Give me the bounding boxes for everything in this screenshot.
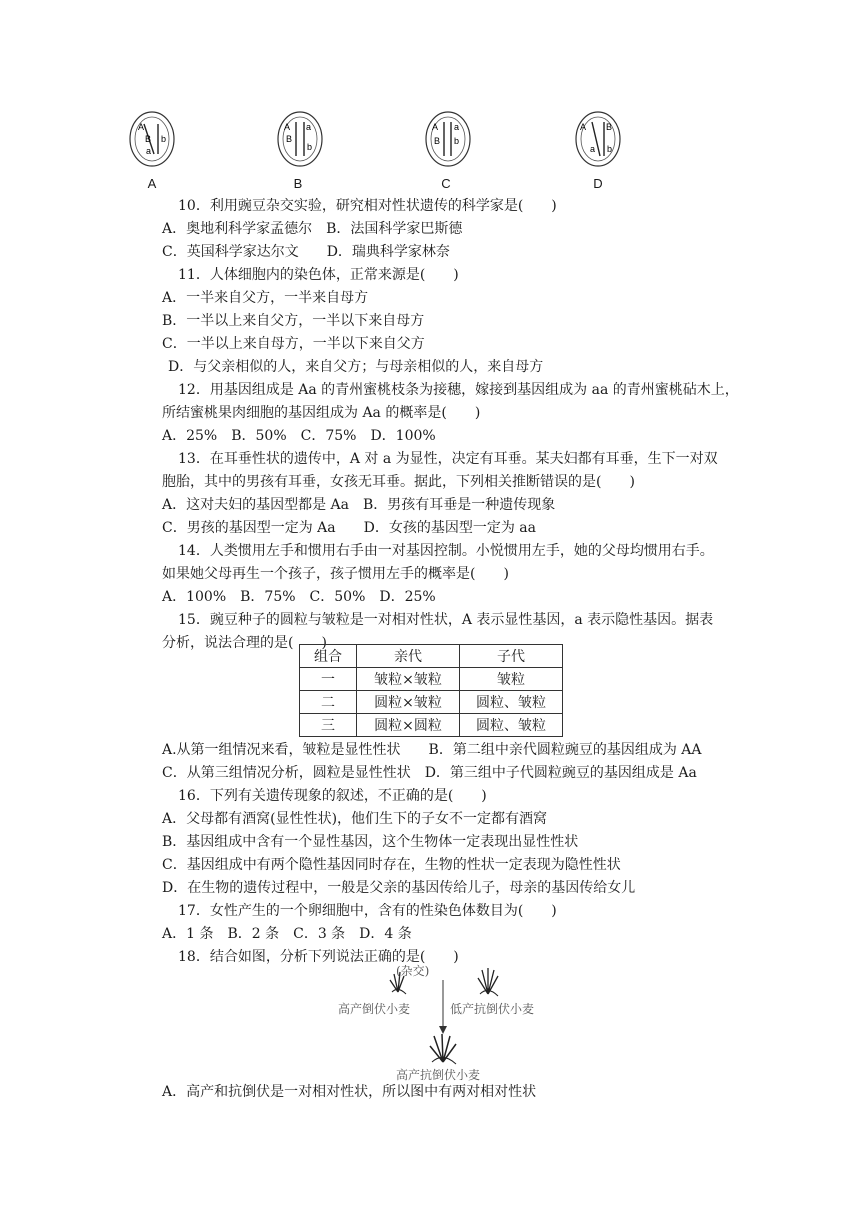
q15-options-2: C．从第三组情况分析，圆粒是显性性状 D．第三组中子代圆粒豌豆的基因组成是 Aa (162, 765, 697, 781)
svg-text:B: B (286, 134, 293, 144)
q15-options-1: A.从第一组情况来看，皱粒是显性性状 B．第二组中亲代圆粒豌豆的基因组成为 AA (162, 742, 702, 758)
q14-stem-2: 如果她父母再生一个孩子，孩子惯用左手的概率是( ) (162, 566, 509, 582)
q11-option-a: A．一半来自父方，一半来自母方 (162, 290, 369, 306)
table-header-cell: 亲代 (357, 645, 460, 668)
svg-text:A: A (432, 122, 439, 132)
q18-option-a: A．高产和抗倒伏是一对相对性状，所以图中有两对相对性状 (162, 1084, 537, 1100)
q16-option-d: D．在生物的遗传过程中，一般是父亲的基因传给儿子，母亲的基因传给女儿 (162, 880, 636, 896)
q14-stem-1: 14．人类惯用左手和惯用右手由一对基因控制。小悦惯用左手，她的父母均惯用右手。 (178, 543, 714, 559)
svg-text:b: b (161, 134, 167, 144)
svg-text:a: a (146, 146, 152, 156)
q15-stem-2: 分析，说法合理的是( ) (162, 635, 327, 651)
q15-stem-1: 15．豌豆种子的圆粒与皱粒是一对相对性状，A 表示显性基因，a 表示隐性基因。据表 (178, 612, 714, 628)
svg-text:a: a (306, 122, 312, 132)
table-cell: 皱粒×皱粒 (357, 668, 460, 691)
q12-stem-2: 所结蜜桃果肉细胞的基因组成为 Aa 的概率是( ) (162, 405, 481, 421)
cell-diagram-b (276, 110, 324, 168)
svg-text:B: B (145, 134, 152, 144)
cell-label-c: C (441, 176, 451, 191)
table-header-cell: 组合 (300, 645, 357, 668)
wheat-plant-icon (478, 968, 498, 996)
table-cell: 圆粒×皱粒 (357, 691, 460, 714)
table-cell: 圆粒×圆粒 (357, 714, 460, 737)
q16-stem: 16．下列有关遗传现象的叙述，不正确的是( ) (178, 788, 487, 804)
svg-text:B: B (434, 136, 441, 146)
q11-option-b: B．一半以上来自父方，一半以下来自母方 (162, 313, 425, 329)
cell-label-a: A (147, 176, 157, 191)
svg-text:b: b (607, 144, 613, 154)
cell-diagram-a (128, 110, 176, 168)
cross-label: (杂交) (396, 964, 430, 978)
parent-1-label: 高产倒伏小麦 (338, 1002, 411, 1016)
table-row (300, 714, 563, 737)
cell-diagrams (128, 110, 648, 190)
svg-text:B: B (606, 122, 613, 132)
table-cell: 二 (300, 691, 357, 714)
parent-2-label: 低产抗倒伏小麦 (450, 1002, 535, 1016)
q17-options: A．1 条 B．2 条 C．3 条 D．4 条 (162, 926, 412, 942)
table-cell: 圆粒、皱粒 (460, 714, 563, 737)
q13-stem-2: 胞胎，其中的男孩有耳垂，女孩无耳垂。据此，下列相关推断错误的是( ) (162, 474, 635, 490)
table-cell: 圆粒、皱粒 (460, 691, 563, 714)
q10-stem: 10．利用豌豆杂交实验，研究相对性状遗传的科学家是( ) (178, 198, 557, 214)
table-header-cell: 子代 (460, 645, 563, 668)
q12-options: A．25% B．50% C．75% D．100% (162, 428, 436, 444)
q16-option-b: B．基因组成中含有一个显性基因，这个生物体一定表现出显性性状 (162, 834, 579, 850)
offspring-label: 高产抗倒伏小麦 (396, 1068, 481, 1082)
q16-option-c: C．基因组成中有两个隐性基因同时存在，生物的性状一定表现为隐性性状 (162, 857, 621, 873)
table-row (300, 668, 563, 691)
q16-option-a: A．父母都有酒窝(显性性状)，他们生下的子女不一定都有酒窝 (162, 811, 548, 827)
svg-text:A: A (580, 122, 587, 132)
table-cell: 皱粒 (460, 668, 563, 691)
q11-stem: 11．人体细胞内的染色体，正常来源是( ) (178, 267, 459, 283)
table-cell: 一 (300, 668, 357, 691)
q12-stem-1: 12．用基因组成是 Aa 的青州蜜桃枝条为接穗，嫁接到基因组成为 aa 的青州蜜桃砧木上， (178, 382, 739, 398)
svg-text:A: A (138, 122, 145, 132)
wheat-plant-icon (430, 1034, 456, 1064)
cell-diagram-c (424, 110, 472, 168)
svg-text:a: a (590, 144, 596, 154)
table-header-row (300, 645, 563, 668)
q13-options-2: C．男孩的基因型一定为 Aa D．女孩的基因型一定为 aa (162, 520, 536, 536)
q13-stem-1: 13．在耳垂性状的遗传中，A 对 a 为显性，决定有耳垂。某夫妇都有耳垂，生下一对双 (178, 451, 718, 467)
q11-option-c: C．一半以上来自母方，一半以下来自父方 (162, 336, 425, 352)
cell-label-d: D (593, 176, 603, 191)
svg-text:A: A (284, 122, 291, 132)
q10-options-2: C．英国科学家达尔文 D．瑞典科学家林奈 (162, 244, 450, 260)
q11-option-d: D．与父亲相似的人，来自父方；与母亲相似的人，来自母方 (168, 359, 544, 375)
q17-stem: 17．女性产生的一个卵细胞中，含有的性染色体数目为( ) (178, 903, 557, 919)
wheat-cross-figure (338, 964, 558, 1084)
q13-options-1: A．这对夫妇的基因型都是 Aa B．男孩有耳垂是一种遗传现象 (162, 497, 556, 513)
cell-diagram-d (574, 110, 622, 168)
q18-stem: 18．结合如图，分析下列说法正确的是( ) (178, 949, 459, 965)
svg-text:b: b (454, 136, 460, 146)
table-row (300, 691, 563, 714)
svg-text:b: b (307, 142, 313, 152)
q14-options: A．100% B．75% C．50% D．25% (162, 589, 436, 605)
table-cell: 三 (300, 714, 357, 737)
q15-table (299, 644, 563, 737)
cell-label-b: B (293, 176, 303, 191)
svg-text:a: a (454, 122, 460, 132)
q10-options-1: A．奥地利科学家孟德尔 B．法国科学家巴斯德 (162, 221, 463, 237)
